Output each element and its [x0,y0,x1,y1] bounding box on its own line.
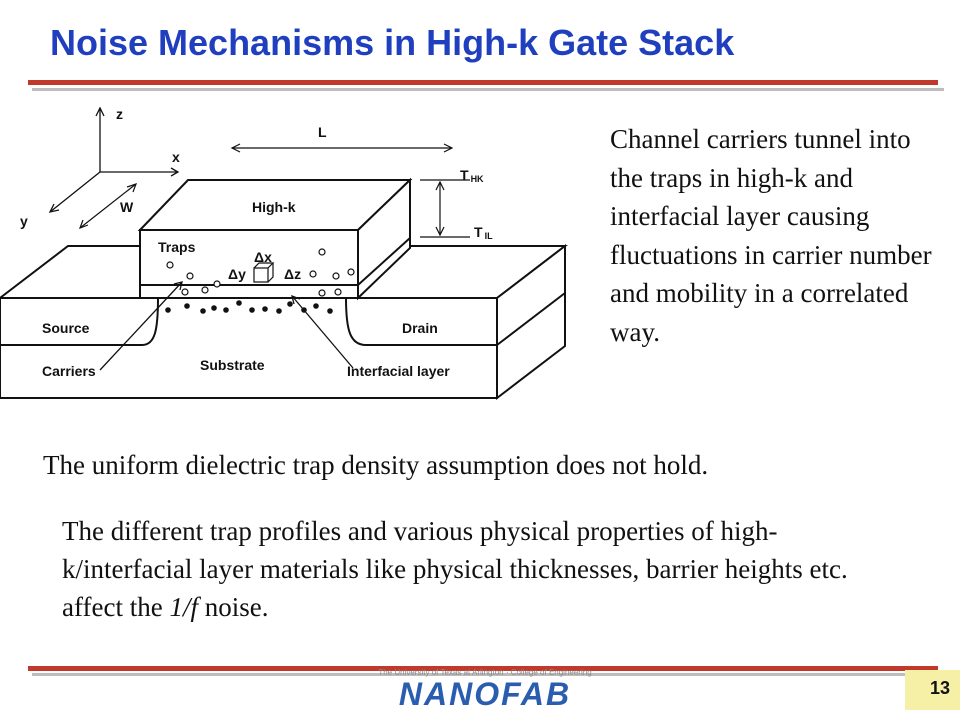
traps-label: Traps [158,239,196,255]
page-number: 13 [929,678,950,698]
diagram-description: Channel carriers tunnel into the traps in high-k and interfacial layer causing fluctuations in carrier number and mobility in a correlated way. [610,124,932,347]
axis-x-label: x [172,149,180,165]
substrate-label: Substrate [200,357,265,373]
paragraph-trap-profiles: The different trap profiles and various physical properties of high-k/interfacial layer materials like physical thicknesses, barrier heights etc. affect the 1/f noise. [62,516,848,622]
logo-subtitle: The University of Texas at Arlington · College of Engineering [378,668,592,677]
delta-x-label: Δx [254,249,272,265]
dim-TIL-label: TIL [474,224,493,241]
slide-title: Noise Mechanisms in High-k Gate Stack [50,22,735,63]
dim-THK-label: THK [460,167,484,184]
delta-z-label: Δz [284,266,302,282]
delta-y-label: Δy [228,266,246,282]
axis-z-label: z [116,106,123,122]
top-rule [28,80,938,85]
dim-L-label: L [318,124,327,140]
carriers-label: Carriers [42,363,96,379]
paragraph-assumption: The uniform dielectric trap density assumption does not hold. [43,450,709,480]
gate-stack-diagram [0,90,600,410]
page-number-badge [905,670,960,710]
dim-L [232,144,452,152]
axes [50,108,178,212]
dim-W-label: W [120,199,134,215]
interfacial-layer-label: Interfacial layer [347,363,450,379]
logo-name: NANOFAB [398,676,572,712]
drain-label: Drain [402,320,438,336]
nanofab-logo [360,668,610,714]
high-k-label: High-k [252,199,296,215]
source-label: Source [42,320,90,336]
axis-y-label: y [20,213,28,229]
